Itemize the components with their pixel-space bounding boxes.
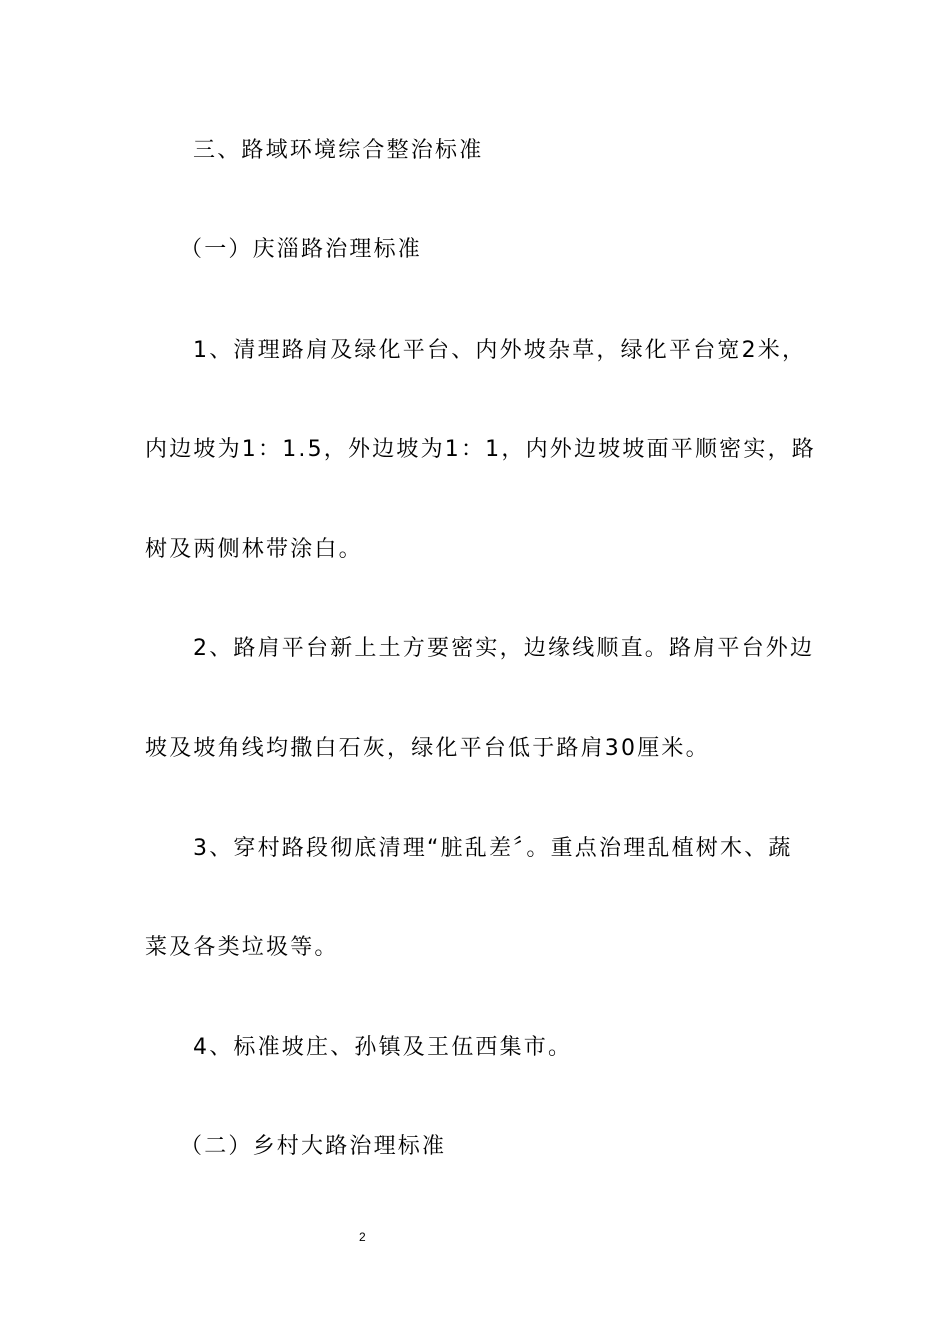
- paragraph-3-line-1: 3、穿村路段彻底清理“脏乱差〞。重点治理乱植树木、蔬: [193, 836, 793, 861]
- paragraph-1-line-2: 内边坡为1：1.5，外边坡为1：1，内外边坡坡面平顺密实，路: [145, 437, 816, 462]
- section-heading: 三、路域环境综合整治标准: [193, 138, 484, 163]
- paragraph-1-line-1: 1、清理路肩及绿化平台、内外坡杂草，绿化平台宽2米，: [193, 338, 807, 363]
- paragraph-2-line-2: 坡及坡角线均撒白石灰，绿化平台低于路肩30厘米。: [145, 736, 710, 761]
- paragraph-2-line-1: 2、路肩平台新上土方要密实，边缘线顺直。路肩平台外边: [193, 636, 815, 661]
- paragraph-3-line-2: 菜及各类垃圾等。: [145, 935, 339, 960]
- subsection-heading-1: （一）庆淄路治理标准: [180, 237, 423, 262]
- paragraph-4: 4、标准坡庄、孙镇及王伍西集市。: [193, 1035, 573, 1060]
- paragraph-1-line-3: 树及两侧林带涂白。: [145, 537, 363, 562]
- page-number: 2: [359, 1230, 366, 1244]
- subsection-heading-2: （二）乡村大路治理标准: [180, 1134, 447, 1159]
